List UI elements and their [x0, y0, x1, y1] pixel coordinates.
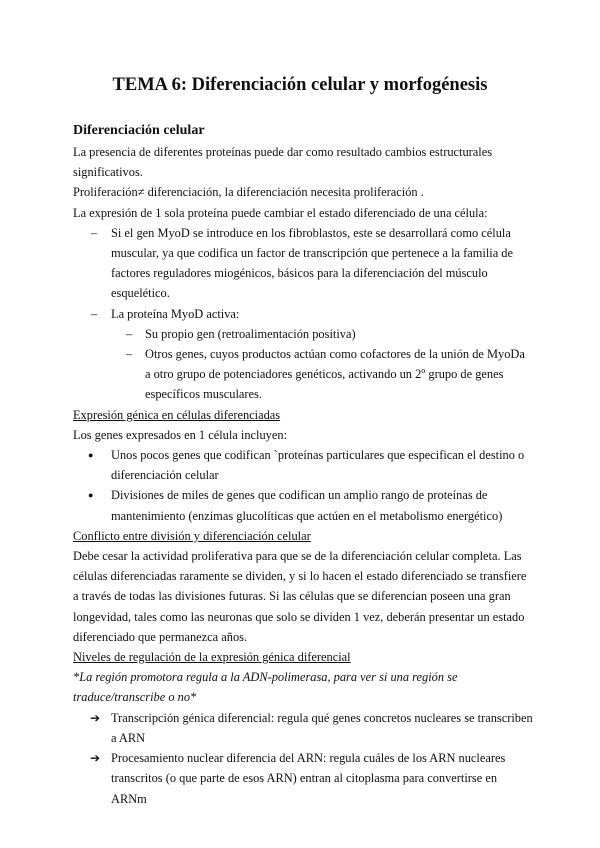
document-body [73, 120, 533, 809]
dash-list [73, 223, 533, 405]
paragraph: La presencia de diferentes proteínas puede dar como resultado cambios estructurales significativos. [73, 145, 493, 180]
arrow-list [73, 708, 533, 809]
paragraph: La expresión de 1 sola proteína puede cambiar el estado diferenciado de una célula: [73, 205, 488, 220]
paragraph: Proliferación≠ diferenciación, la diferenciación necesita proliferación . [73, 185, 424, 200]
list-item: ● Divisiones de miles de genes que codifican un amplio rango de proteínas de mantenimiento (enzimas glucolíticas que actúen en el metabolismo energético) [73, 485, 533, 525]
list-item: – La proteína MyoD activa: [73, 304, 533, 324]
document-title: TEMA 6: Diferenciación celular y morfogénesis [112, 75, 488, 95]
list-item: ➔ Transcripción génica diferencial: regula qué genes concretos nucleares se transcriben a ARN [73, 708, 533, 748]
sub-list-item-text-continued: grupo de genes específicos musculares. [145, 367, 504, 402]
bullet-list [73, 445, 533, 526]
section-heading-niveles: Niveles de regulación de la expresión génica diferencial [73, 650, 351, 665]
section-heading-expresion: Expresión génica en células diferenciadas [73, 407, 281, 422]
list-item: ● Unos pocos genes que codifican `proteínas particulares que especifican el destino o diferenciación celular [73, 445, 533, 485]
list-item: – Si el gen MyoD se introduce en los fibroblastos, este se desarrollará como célula muscular, ya que codifica un factor de transcripción que pertenece a la familia de factores reguladores miogénicos, básicos para la diferenciación del músculo esquelético. [73, 223, 533, 304]
superscript: o [421, 366, 426, 376]
section-heading-conflicto: Conflicto entre división y diferenciación celular [73, 528, 311, 543]
sub-list-item-text: Otros genes, cuyos productos actúan como cofactores de la unión de MyoDa a otro grupo de potenciadores genéticos, activando un 2 [145, 347, 525, 382]
italic-note: *La región promotora regula a la ADN-polimerasa, para ver si una región se traduce/transcribe o no* [73, 670, 458, 705]
section-heading-diferenciacion: Diferenciación celular [73, 123, 205, 138]
paragraph: Debe cesar la actividad proliferativa para que se de la diferenciación celular completa. Las células diferenciadas raramente se dividen, y si lo hacen el estado diferenciado se transfiere a través de todas las divisiones futuras. Si las células que se diferencian poseen una gran longevidad, tales como las neuronas que solo se dividen 1 vez, deberán presentar un estado diferenciado que permanezca años. [73, 549, 527, 644]
sub-list-item [73, 344, 533, 405]
sub-list-item: – Su propio gen (retroalimentación positiva) [73, 324, 533, 344]
paragraph: Los genes expresados en 1 célula incluyen: [73, 427, 288, 442]
list-item: ➔ Procesamiento nuclear diferencia del ARN: regula cuáles de los ARN nucleares transcritos (o que parte de esos ARN) entran al citoplasma para convertirse en ARNm [73, 748, 533, 809]
